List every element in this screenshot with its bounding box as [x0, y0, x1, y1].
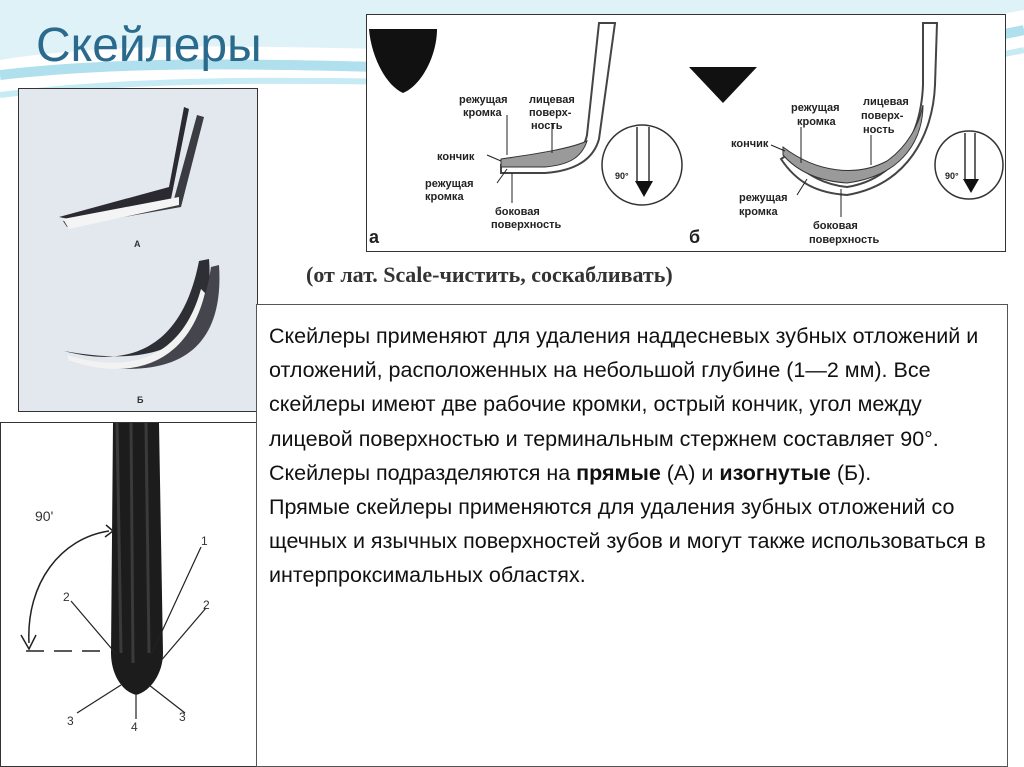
curved-letter: (Б).	[830, 460, 872, 485]
a-cutting-edge-top-1: режущая	[459, 94, 508, 106]
description-paragraph-2: Прямые скейлеры применяются для удаления зубных отложений со щечных и язычных поверхностей зубов и могут также использоваться в интерпроксимальных областях.	[269, 495, 986, 588]
a-face-2: поверх-	[529, 107, 572, 119]
b-cutting-edge-bottom-2: кромка	[739, 206, 778, 218]
a-cutting-edge-bottom-1: режущая	[425, 178, 474, 190]
label-a: А	[134, 239, 141, 249]
a-face-3: ность	[531, 120, 563, 132]
a-face-1: лицевая	[529, 94, 575, 106]
scaler-diagram-svg	[367, 15, 1006, 252]
description-text-box	[256, 304, 1008, 767]
num-2-right: 2	[203, 598, 210, 612]
b-face-3: ность	[863, 124, 895, 136]
label-b: Б	[137, 395, 144, 405]
bold-curved: изогнутые	[719, 460, 831, 485]
scaler-tip-illustration	[1, 423, 262, 767]
a-cutting-edge-bottom-2: кромка	[425, 191, 464, 203]
num-4: 4	[131, 720, 138, 734]
a-lateral-2: поверхность	[491, 219, 562, 231]
scaler-photo-top	[18, 88, 258, 412]
b-tip: кончик	[731, 138, 769, 150]
num-1: 1	[201, 534, 208, 548]
scaler-diagram	[366, 14, 1006, 252]
a-lateral-1: боковая	[495, 206, 540, 218]
a-letter: а	[369, 227, 380, 247]
straight-letter: (А) и	[660, 460, 720, 485]
b-lateral-1: боковая	[813, 220, 858, 232]
scaler-tip-photo	[0, 422, 262, 767]
slide-title: Скейлеры	[36, 19, 262, 72]
a-tip: кончик	[437, 151, 475, 163]
num-2-left: 2	[63, 590, 70, 604]
a-angle: 90°	[615, 171, 629, 181]
bold-straight: прямые	[576, 460, 661, 485]
angle-label: 90'	[35, 508, 54, 524]
slide-subtitle: (от лат. Scale-чистить, соскабливать)	[306, 262, 673, 287]
b-angle: 90°	[945, 171, 959, 181]
b-cutting-edge-top-1: режущая	[791, 102, 840, 114]
scaler-photo-illustration	[19, 89, 258, 412]
a-cutting-edge-top-2: кромка	[463, 107, 502, 119]
para1-text: Скейлеры применяют для удаления наддесневых зубных отложений и отложений, расположенных на небольшой глубине (1—2 мм). Все скейлеры имеют две рабочие кромки, острый кончик, угол между лицевой поверхностью и терминальным стержнем составляет 90°. Скейлеры подразделяются на	[269, 324, 979, 485]
b-face-1: лицевая	[863, 96, 909, 108]
b-letter: б	[689, 227, 701, 247]
b-lateral-2: поверхность	[809, 234, 880, 246]
description-paragraph-1	[269, 319, 995, 490]
b-cutting-edge-bottom-1: режущая	[739, 192, 788, 204]
num-3-left: 3	[67, 714, 74, 728]
num-3-right: 3	[179, 710, 186, 724]
b-face-2: поверх-	[861, 110, 904, 122]
b-cutting-edge-top-2: кромка	[797, 116, 836, 128]
